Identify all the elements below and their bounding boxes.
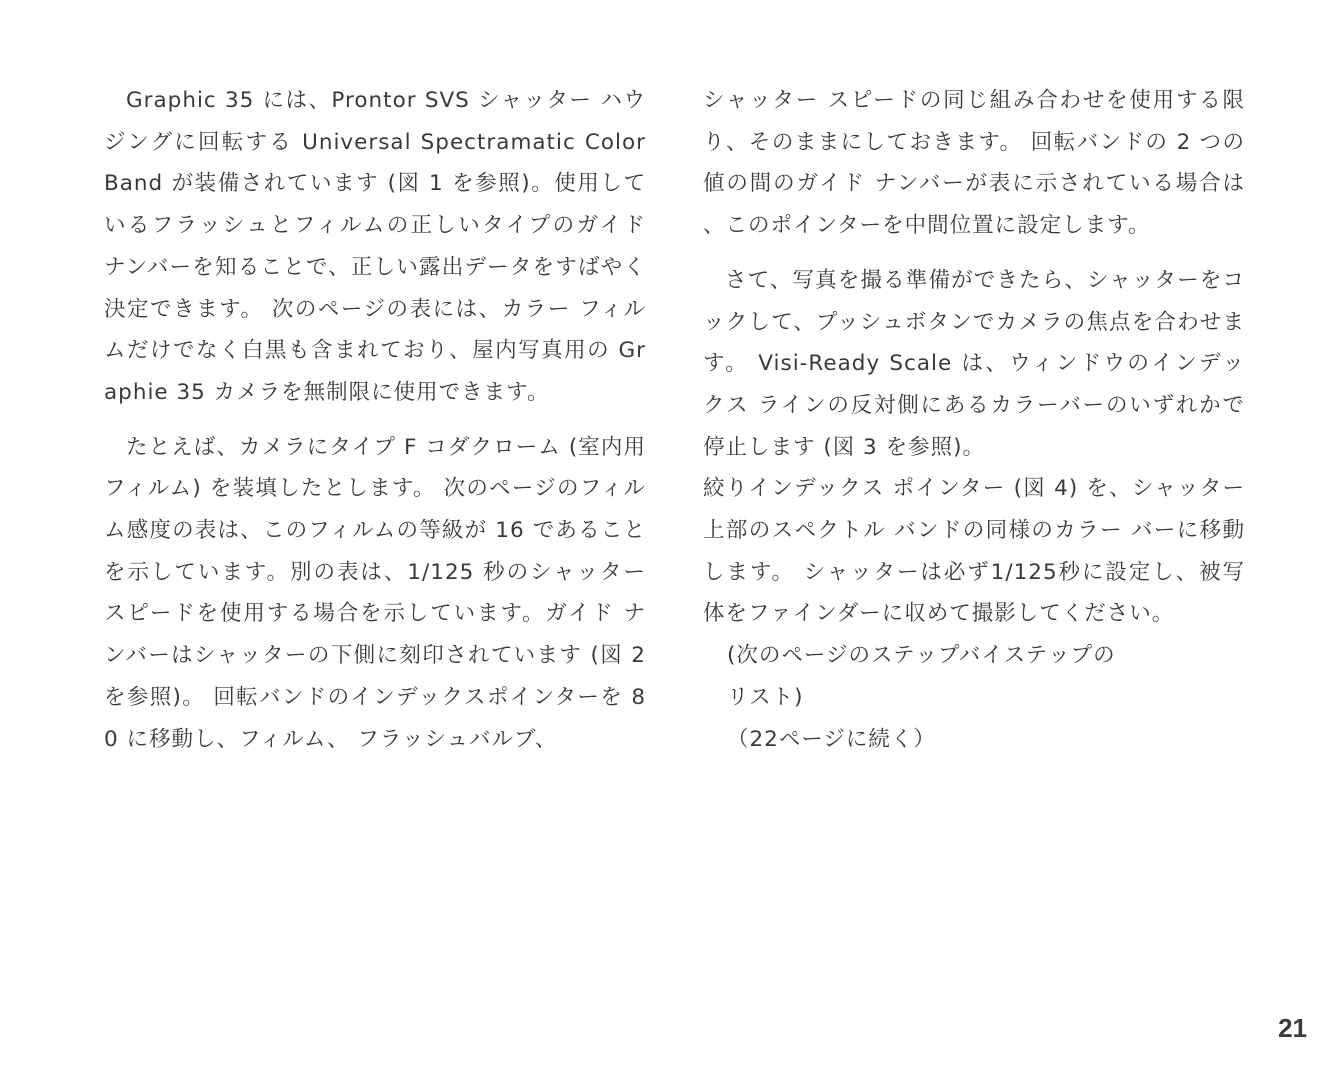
left-column bbox=[104, 80, 646, 760]
paragraph-visi-ready-scale: さて、写真を撮る準備ができたら、シャッターをコックして、プッシュボタンでカメラの焦点を合わせます。 Visi-Ready Scale は、ウィンドウのインデックス ラインの反対側にあるカラーバーのいずれかで停止します (図 3 を参照)。 bbox=[703, 267, 1245, 460]
note-list: リスト) bbox=[727, 684, 804, 710]
paragraph-shutter-speed-continuation: シャッター スピードの同じ組み合わせを使用する限り、そのままにしておきます。 回転バンドの 2 つの値の間のガイド ナンバーが表に示されている場合は、このポインターを中間位置に設定します。 bbox=[703, 88, 1245, 239]
paragraph-aperture-pointer: 絞りインデックス ポインター (図 4) を、シャッター上部のスペクトル バンドの同様のカラー バーに移動します。 シャッターは必ず1/125秒に設定し、被写体をファインダーに収めて撮影してください。 bbox=[703, 476, 1245, 627]
page-number: 21 bbox=[1278, 1013, 1307, 1043]
note-step-by-step: (次のページのステップバイステップの bbox=[727, 643, 1116, 669]
paragraph-flash-band-intro: Graphic 35 には、Prontor SVS シャッター ハウジングに回転する Universal Spectramatic Color Band が装備されています (図 1 を参照)。使用しているフラッシュとフィルムの正しいタイプのガイド ナンバーを知ることで、正しい露出データをすばやく決定できます。 次のページの表には、カラー フィルムだけでなく白黒も含まれており、屋内写真用の Graphie 35 カメラを無制限に使用できます。 bbox=[104, 88, 646, 405]
note-continued: （22ページに続く） bbox=[727, 726, 936, 752]
paragraph-kodachrome-example: たとえば、カメラにタイプ F コダクローム (室内用フィルム) を装填したとします。 次のページのフィルム感度の表は、このフィルムの等級が 16 であることを示しています。別の表は、1/125 秒のシャッター スピードを使用する場合を示しています。ガイド ナンバーはシャッターの下側に刻印されています (図 2 を参照)。 回転バンドのインデックスポインターを 80 に移動し、フィルム、 フラッシュバルブ、 bbox=[104, 434, 646, 752]
right-column bbox=[703, 80, 1245, 760]
